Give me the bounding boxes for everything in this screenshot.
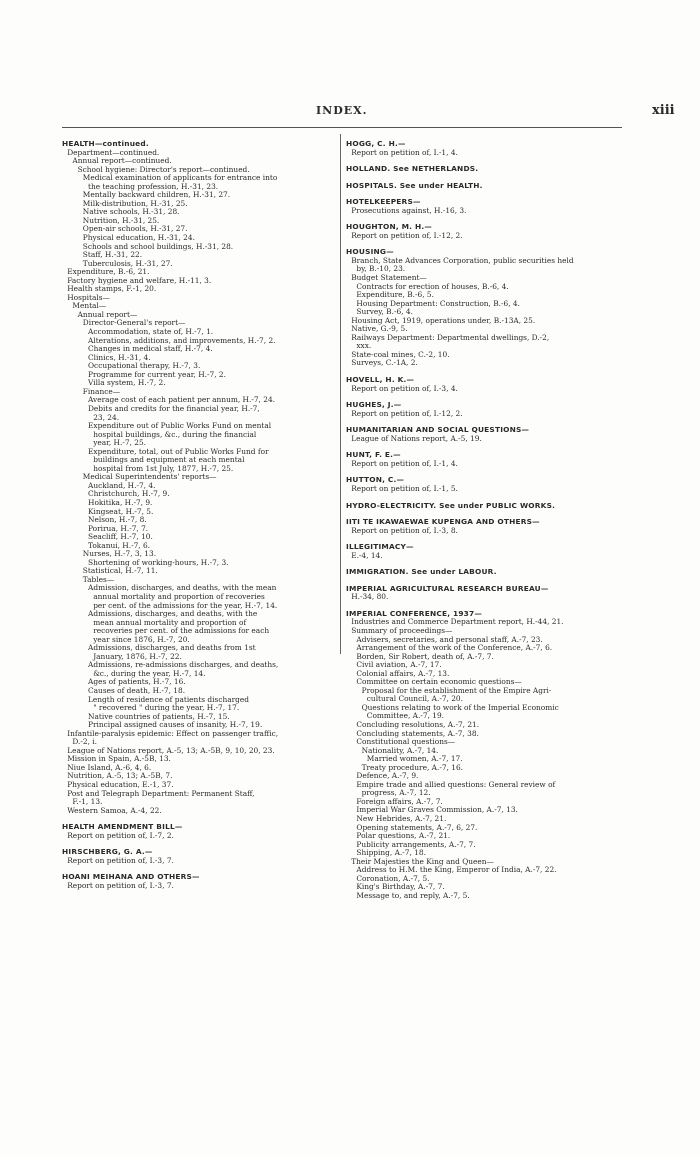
- index-heading: IMPERIAL CONFERENCE, 1937—: [346, 609, 482, 618]
- index-entry: Questions relating to work of the Imperial Economic: [361, 703, 559, 712]
- index-entry: Budget Statement—: [351, 274, 427, 283]
- index-entry: Report on petition of, I.-3, 8.: [351, 526, 458, 535]
- index-entry: League of Nations report, A.-5, 13; A.-5B, 9, 10, 20, 23.: [67, 746, 275, 755]
- index-entry: Seacliff, H.-7, 10.: [88, 533, 153, 542]
- entry-gap: [346, 535, 622, 543]
- index-entry: Survey, B.-6, 4.: [356, 308, 413, 317]
- page-number: xiii: [652, 103, 675, 118]
- index-entry: Occupational therapy, H.-7, 3.: [88, 362, 201, 371]
- index-heading: HIRSCHBERG, G. A.—: [62, 848, 153, 857]
- column-divider: [340, 134, 341, 654]
- index-entry: progress, A.-7, 12.: [361, 789, 431, 798]
- index-heading: HYDRO-ELECTRICITY. See under PUBLIC WORKS.: [346, 501, 556, 510]
- index-entry: Constitutional questions—: [356, 738, 456, 747]
- index-entry: " recovered " during the year, H.-7, 17.: [93, 704, 240, 713]
- index-entry: Mental—: [72, 302, 107, 311]
- index-entry: Mission in Spain, A.-5B, 13.: [67, 755, 171, 764]
- index-entry: Polar questions, A.-7, 21.: [356, 832, 451, 841]
- index-entry: by, B.-10, 23.: [356, 265, 406, 274]
- index-entry: Principal assigned causes of insanity, H.-7, 19.: [88, 721, 263, 730]
- index-entry: the teaching profession, H.-31, 23.: [88, 182, 219, 191]
- index-heading: HOANI MEIHANA AND OTHERS—: [62, 873, 200, 882]
- index-entry: Report on petition of, I.-3, 4.: [351, 384, 458, 393]
- index-entry: Committee on certain economic questions—: [356, 678, 522, 687]
- index-entry: Accommodation, state of, H.-7, 1.: [88, 328, 214, 337]
- index-entry: Debits and credits for the financial year, H.-7,: [88, 404, 260, 413]
- index-entry: State-coal mines, C.-2, 10.: [351, 350, 450, 359]
- index-entry: Tokanui, H.-7, 6.: [88, 541, 151, 550]
- index-heading: HOTELKEEPERS—: [346, 198, 421, 207]
- index-entry: Annual report—: [77, 310, 138, 319]
- index-entry: Finance—: [82, 387, 121, 396]
- index-entry: Summary of proceedings—: [351, 626, 453, 635]
- entry-gap: [346, 577, 622, 585]
- index-entry: xxx.: [356, 342, 372, 351]
- index-entry: Nutrition, A.-5, 13; A.-5B, 7.: [67, 772, 173, 781]
- index-entry: Expenditure, total, out of Public Works Fund for: [88, 447, 269, 456]
- index-entry: Empire trade and allied questions: General review of: [356, 780, 556, 789]
- right-column: [346, 140, 622, 900]
- index-entry: Married women, A.-7, 17.: [366, 755, 463, 764]
- index-heading: HOUGHTON, M. H.—: [346, 223, 432, 232]
- index-entry: F.-1, 13.: [72, 798, 103, 807]
- index-entry: Shortening of working-hours, H.-7, 3.: [88, 558, 229, 567]
- index-heading: ILLEGITIMACY—: [346, 543, 414, 552]
- index-entry: Borden, Sir Robert, death of, A.-7, 7.: [356, 652, 494, 661]
- index-entry: Foreign affairs, A.-7, 7.: [356, 797, 443, 806]
- index-entry: Staff, H.-31, 22.: [82, 251, 143, 260]
- index-entry: Health stamps, F.-1, 20.: [67, 285, 157, 294]
- index-entry: Concluding statements, A.-7, 38.: [356, 729, 479, 738]
- entry-gap: [346, 602, 622, 610]
- index-entry: Department—continued.: [67, 148, 160, 157]
- index-entry: Native countries of patients, H.-7, 15.: [88, 712, 230, 721]
- index-entry: Expenditure out of Public Works Fund on mental: [88, 422, 272, 431]
- index-entry: Advisers, secretaries, and personal staff, A.-7, 23.: [356, 635, 543, 644]
- index-entry: Civil aviation, A.-7, 17.: [356, 661, 442, 670]
- index-entry: Arrangement of the work of the Conference, A.-7, 6.: [356, 644, 553, 653]
- index-entry: Shipping, A.-7, 18.: [356, 849, 426, 858]
- index-entry: Industries and Commerce Department report, H.-44, 21.: [351, 618, 564, 627]
- index-entry: 23, 24.: [93, 413, 120, 422]
- entry-gap: [346, 443, 622, 451]
- index-entry: King's Birthday, A.-7, 7.: [356, 883, 445, 892]
- index-entry: Factory hygiene and welfare, H.-11, 3.: [67, 276, 212, 285]
- index-entry: Committee, A.-7, 19.: [366, 712, 445, 721]
- index-entry: Admissions, discharges, and deaths, with the: [88, 610, 258, 619]
- left-column: [62, 140, 338, 890]
- index-entry: Tables—: [82, 575, 115, 584]
- index-entry: hospital from 1st July, 1877, H.-7, 25.: [93, 464, 234, 473]
- index-entry: Post and Telegraph Department: Permanent Staff,: [67, 789, 255, 798]
- index-entry: Address to H.M. the King, Emperor of India, A.-7, 22.: [356, 866, 557, 875]
- index-entry: H.-34, 80.: [351, 593, 389, 602]
- index-entry: Milk-distribution, H.-31, 25.: [82, 199, 188, 208]
- entry-gap: [62, 815, 338, 823]
- entry-gap: [346, 240, 622, 248]
- index-entry: Medical examination of applicants for entrance into: [82, 174, 278, 183]
- index-heading: HOSPITALS. See under HEALTH.: [346, 181, 483, 190]
- index-entry: School hygiene: Director's report—continued.: [77, 165, 250, 174]
- index-entry: Nelson, H.-7, 8.: [88, 516, 147, 525]
- index-entry: annual mortality and proportion of recoveries: [93, 592, 265, 601]
- entry-gap: [346, 510, 622, 518]
- index-entry: Hokitika, H.-7, 9.: [88, 498, 153, 507]
- index-heading: HOUSING—: [346, 248, 394, 257]
- index-entry: Their Majesties the King and Queen—: [351, 857, 494, 866]
- index-heading: HOGG, C. H.—: [346, 140, 406, 148]
- entry-gap: [62, 840, 338, 848]
- index-entry: Clinics, H.-31, 4.: [88, 353, 151, 362]
- index-heading: HUTTON, C.—: [346, 476, 405, 485]
- index-entry: Surveys, C.-1A, 2.: [351, 359, 418, 368]
- index-entry: Publicity arrangements, A.-7, 7.: [356, 840, 476, 849]
- entry-gap: [346, 418, 622, 426]
- index-entry: Physical education, H.-31, 24.: [82, 234, 195, 243]
- index-entry: Nurses, H.-7, 3, 13.: [82, 550, 157, 559]
- index-entry: Prosecutions against, H.-16, 3.: [351, 206, 467, 215]
- index-entry: year, H.-7, 25.: [93, 439, 147, 448]
- index-heading: HOVELL, H. K.—: [346, 376, 415, 385]
- index-entry: Coronation, A.-7, 5.: [356, 874, 430, 883]
- index-entry: year since 1876, H.-7, 20.: [93, 635, 190, 644]
- index-entry: hospital buildings, &c., during the financial: [93, 430, 257, 439]
- index-entry: Housing Act, 1919, operations under, B.-13A, 25.: [351, 316, 536, 325]
- index-entry: Niue Island, A.-6, 4, 6.: [67, 763, 152, 772]
- entry-gap: [346, 215, 622, 223]
- index-entry: Average cost of each patient per annum, H.-7, 24.: [88, 396, 275, 405]
- index-entry: Kingseat, H.-7, 5.: [88, 507, 154, 516]
- index-entry: Concluding resolutions, A.-7, 21.: [356, 720, 480, 729]
- index-entry: Report on petition of, I.-1, 4.: [351, 148, 458, 157]
- page-header: [0, 104, 700, 120]
- index-entry: Christchurch, H.-7, 9.: [88, 490, 170, 499]
- index-entry: Report on petition of, I.-3, 7.: [67, 881, 174, 890]
- index-entry: Physical education, E.-1, 37.: [67, 781, 174, 790]
- index-entry: Auckland, H.-7, 4.: [88, 481, 156, 490]
- index-entry: Schools and school buildings, H.-31, 28.: [82, 242, 234, 251]
- index-entry: D.-2, i.: [72, 738, 98, 747]
- index-entry: buildings and equipment at each mental: [93, 456, 245, 465]
- index-entry: Nationality, A.-7, 14.: [361, 746, 439, 755]
- index-entry: Director-General's report—: [82, 319, 186, 328]
- index-entry: Report on petition of, I.-7, 2.: [67, 831, 174, 840]
- entry-gap: [346, 468, 622, 476]
- index-heading: HOLLAND. See NETHERLANDS.: [346, 165, 479, 174]
- index-entry: Causes of death, H.-7, 18.: [88, 687, 186, 695]
- index-entry: Native schools, H.-31, 28.: [82, 208, 180, 217]
- index-entry: Native, G.-9, 5.: [351, 325, 408, 334]
- entry-gap: [346, 190, 622, 198]
- index-entry: Admission, discharges, and deaths, with the mean: [88, 584, 277, 593]
- index-entry: Tuberculosis, H.-31, 27.: [82, 259, 173, 268]
- index-entry: Admissions, re-admissions discharges, and deaths,: [88, 661, 279, 670]
- entry-gap: [346, 393, 622, 401]
- index-entry: Nutrition, H.-31, 25.: [82, 216, 160, 225]
- index-entry: &c., during the year, H.-7, 14.: [93, 669, 206, 678]
- index-entry: Annual report—continued.: [72, 157, 172, 166]
- index-entry: Treaty procedure, A.-7, 16.: [361, 763, 463, 772]
- index-entry: Defence, A.-7, 9.: [356, 772, 419, 781]
- index-heading: HUNT, F. E.—: [346, 451, 401, 460]
- index-entry: Report on petition of, I.-12, 2.: [351, 231, 463, 240]
- index-entry: Programme for current year, H.-7, 2.: [88, 370, 226, 379]
- index-entry: Message to, and reply, A.-7, 5.: [356, 891, 470, 900]
- index-entry: Report on petition of, I.-3, 7.: [67, 856, 174, 865]
- index-entry: Infantile-paralysis epidemic: Effect on passenger traffic,: [67, 729, 279, 738]
- index-heading: HEALTH—continued.: [62, 140, 149, 148]
- index-entry: Railways Department: Departmental dwellings, D.-2,: [351, 333, 550, 342]
- index-heading: IITI TE IKAWAEWAE KUPENGA AND OTHERS—: [346, 518, 540, 527]
- entry-gap: [346, 368, 622, 376]
- entry-gap: [62, 865, 338, 873]
- index-entry: Opening statements, A.-7, 6, 27.: [356, 823, 478, 832]
- index-entry: Imperial War Graves Commission, A.-7, 13.: [356, 806, 518, 815]
- index-heading: IMMIGRATION. See under LABOUR.: [346, 568, 497, 577]
- index-heading: HEALTH AMENDMENT BILL—: [62, 823, 183, 832]
- index-entry: Colonial affairs, A.-7, 13.: [356, 669, 450, 678]
- index-entry: January, 1876, H.-7, 22.: [93, 652, 182, 661]
- index-entry: cultural Council, A.-7, 20.: [366, 695, 463, 704]
- page-title: INDEX.: [316, 104, 368, 117]
- index-entry: Report on petition of, I.-1, 4.: [351, 459, 458, 468]
- index-entry: Length of residence of patients discharged: [88, 695, 249, 704]
- entry-gap: [346, 560, 622, 568]
- index-entry: Western Samoa, A.-4, 22.: [67, 806, 162, 815]
- index-entry: Housing Department: Construction, B.-6, 4.: [356, 299, 520, 308]
- index-entry: Ages of patients, H.-7, 16.: [88, 678, 186, 687]
- index-entry: E.-4, 14.: [351, 551, 383, 560]
- index-entry: Branch, State Advances Corporation, public securities held: [351, 256, 574, 265]
- index-entry: League of Nations report, A.-5, 19.: [351, 434, 482, 443]
- header-rule: [62, 127, 622, 128]
- index-entry: Hospitals—: [67, 293, 110, 302]
- index-entry: per cent. of the admissions for the year, H.-7, 14.: [93, 601, 278, 610]
- index-entry: Alterations, additions, and improvements, H.-7, 2.: [88, 336, 276, 345]
- index-entry: Villa system, H.-7, 2.: [88, 379, 166, 388]
- index-heading: HUMANITARIAN AND SOCIAL QUESTIONS—: [346, 426, 530, 435]
- index-entry: New Hebrides, A.-7, 21.: [356, 815, 447, 823]
- index-entry: Porirua, H.-7, 7.: [88, 524, 149, 533]
- index-entry: Expenditure, B.-6, 21.: [67, 268, 150, 277]
- index-entry: Admissions, discharges, and deaths from 1st: [88, 644, 256, 653]
- index-entry: Changes in medical staff, H.-7, 4.: [88, 345, 213, 354]
- index-heading: IMPERIAL AGRICULTURAL RESEARCH BUREAU—: [346, 584, 549, 593]
- index-entry: Expenditure, B.-6, 5.: [356, 291, 434, 300]
- index-entry: Proposal for the establishment of the Empire Agri-: [361, 686, 552, 695]
- index-entry: Mentally backward children, H.-31, 27.: [82, 191, 231, 200]
- index-entry: recoveries per cent. of the admissions for each: [93, 627, 270, 636]
- index-entry: Contracts for erection of houses, B.-6, 4.: [356, 282, 509, 291]
- index-entry: Report on petition of, I.-1, 5.: [351, 484, 458, 493]
- index-entry: Open-air schools, H.-31, 27.: [82, 225, 188, 234]
- entry-gap: [346, 494, 622, 502]
- index-entry: mean annual mortality and proportion of: [93, 618, 247, 627]
- entry-gap: [346, 174, 622, 182]
- index-heading: HUGHES, J.—: [346, 401, 402, 410]
- index-entry: Report on petition of, I.-12, 2.: [351, 409, 463, 418]
- index-entry: Statistical, H.-7, 11.: [82, 567, 158, 576]
- entry-gap: [346, 157, 622, 165]
- index-entry: Medical Superintendents' reports—: [82, 473, 217, 482]
